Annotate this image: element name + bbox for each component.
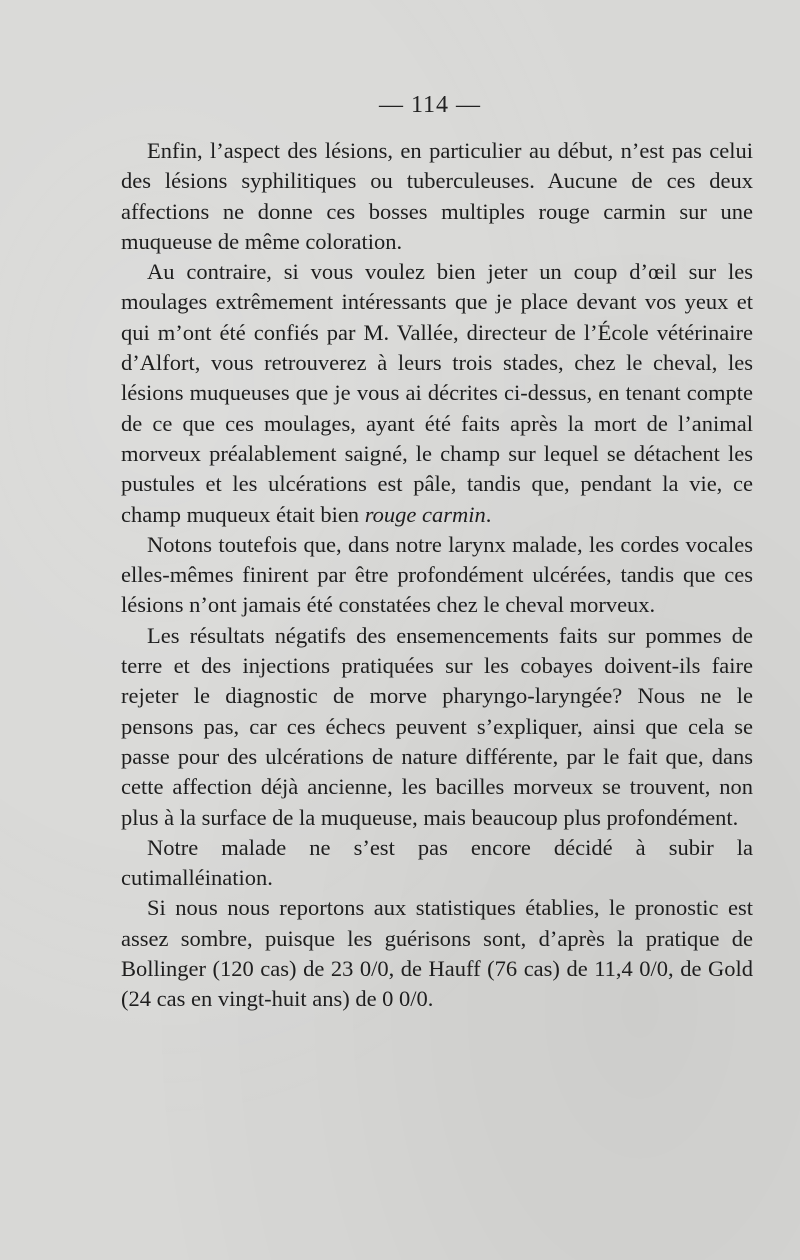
paragraph-3: Notons toutefois que, dans notre larynx malade, les cordes vocales elles-mêmes finirent par être profondément ulcérées, tandis que ces lésions n’ont jamais été constatées chez le cheval morveux. — [121, 531, 753, 618]
paragraph-2-text: Au contraire, si vous voulez bien jeter un coup d’œil sur les moulages extrêmement intéressants que je place devant vos yeux et qui m’ont été confiés par M. Vallée, directeur de l’École vétérinaire d’Alfort, vous retrouverez à leurs trois stades, chez le cheval, les lésions muqueuses que je vous ai décrites ci-dessus, en tenant compte de ce que ces moulages, ayant été faits après la mort de l’animal morveux préalablement saigné, le champ sur lequel se détachent les pustules et les ulcérations est pâle, tandis que, pendant la vie, ce champ muqueux était bien — [121, 259, 753, 527]
paragraph-2-italic: rouge carmin — [364, 501, 486, 527]
paragraph-2 — [121, 257, 753, 530]
page-number: — 114 — — [378, 92, 482, 118]
paragraph-4: Les résultats négatifs des ensemencements faits sur pommes de terre et des injections pratiquées sur les cobayes doivent-ils faire rejeter le diagnostic de morve pharyngo-laryngée? Nous ne le pensons pas, car ces échecs peuvent s’expliquer, ainsi que cela se passe pour des ulcérations de nature différente, par le fait que, dans cette affection déjà ancienne, les bacilles morveux se trouvent, non plus à la surface de la muqueuse, mais beaucoup plus profondément. — [121, 622, 753, 830]
paragraph-2-tail: . — [485, 501, 492, 527]
paragraph-1: Enfin, l’aspect des lésions, en particulier au début, n’est pas celui des lésions syphilitiques ou tuberculeuses. Aucune de ces deux affections ne donne ces bosses multiples rouge carmin sur une muqueuse de même coloration. — [121, 138, 753, 254]
paragraph-6: Si nous nous reportons aux statistiques établies, le pronostic est assez sombre, puisque les guérisons sont, d’après la pratique de Bollinger (120 cas) de 23 0/0, de Hauff (76 cas) de 11,4 0/0, de Gold (24 cas en vingt-huit ans) de 0 0/0. — [121, 895, 753, 1012]
body-text — [121, 136, 753, 1015]
paragraph-5: Notre malade ne s’est pas encore décidé à subir la cutimalléination. — [121, 834, 753, 891]
